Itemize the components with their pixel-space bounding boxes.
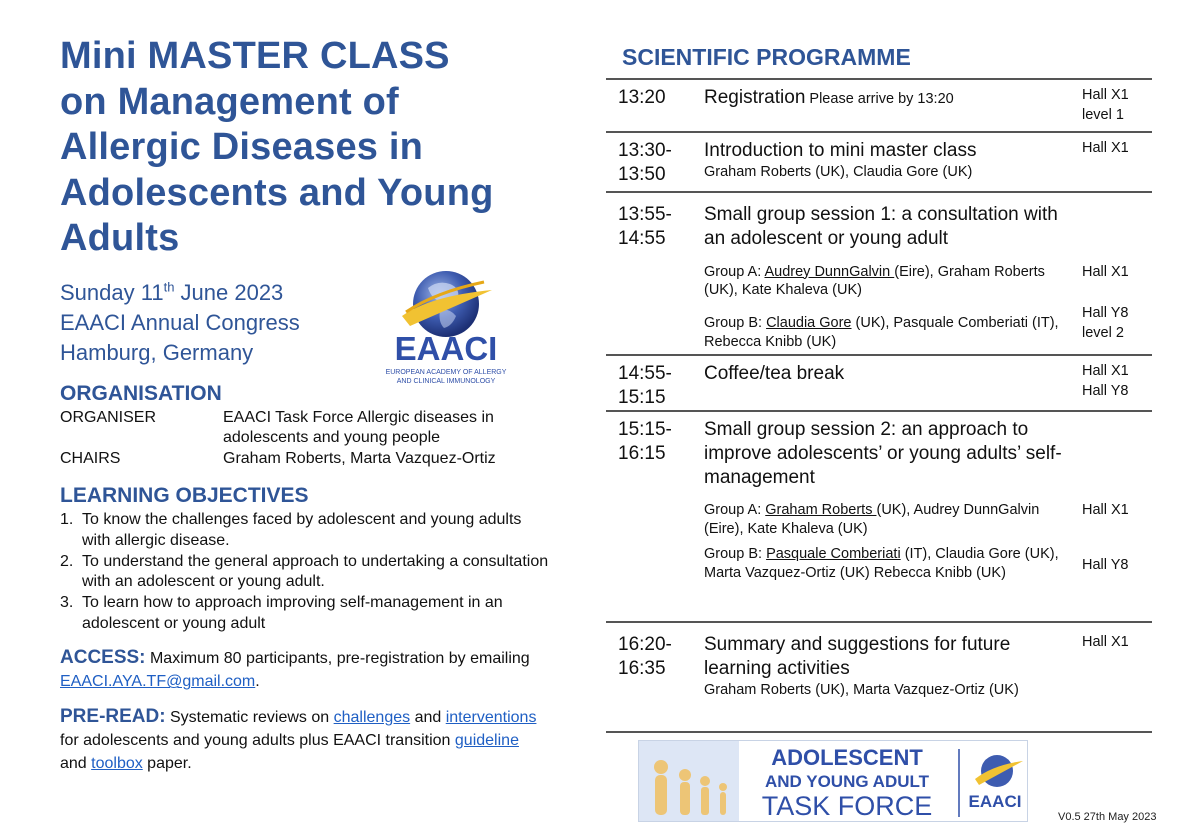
group-lead: Graham Roberts [765,502,877,519]
learning-objectives-list [60,510,560,635]
time-1: 13:20 [618,87,666,108]
main-title [60,34,560,262]
taskforce-brand: EAACI [968,792,1022,811]
desc-3: Small group session 1: a consultation with an adolescent or young adult [704,204,1058,249]
organisation-table [60,408,560,470]
programme-table [606,78,1152,733]
interventions-link[interactable]: interventions [445,708,537,726]
desc-6: Summary and suggestions for future learning activities Graham Roberts (UK), Marta Vazquez-Ortiz (UK) [704,634,1019,698]
programme-block-summary [606,623,1152,733]
organiser-key: ORGANISER [60,408,157,426]
title-line-4: Adolescents and Young [60,171,494,214]
session-1-group-b: Group B: Claudia Gore (UK), Pasquale Comberiati (IT), Rebecca Knibb (UK) Hall Y8 level 2 [704,305,1129,351]
eaaci-logo-sub2: AND CLINICAL IMMUNOLOGY [396,378,496,385]
session-1-group-a: Group A: Audrey DunnGalvin (Eire), Graham Roberts (UK), Kate Khaleva (UK) Hall X1 [704,263,1129,299]
session-2-group-a: Group A: Graham Roberts (UK), Audrey DunnGalvin (Eire), Kate Khaleva (UK) Hall X1 [704,502,1129,538]
taskforce-line1: ADOLESCENT [771,745,923,770]
organiser-value: EAACI Task Force Allergic diseases in adolescents and young people [223,408,494,447]
organiser-row [60,408,560,450]
hall-1: Hall X1 level 1 [1082,87,1129,123]
learning-heading: LEARNING OBJECTIVES [60,484,309,508]
time-4: 14:55- 15:15 [618,363,672,408]
title-line-3: Allergic Diseases in [60,126,424,169]
group-lead: Audrey DunnGalvin [764,263,895,280]
desc-4: Coffee/tea break [704,363,845,384]
event-location: Hamburg, Germany [60,339,254,365]
objective-3: 3. To learn how to approach improving self-management in an adolescent or young adult [60,594,503,633]
chairs-row [60,449,560,470]
hall-6: Hall X1 [1082,634,1129,650]
time-3: 13:55- 14:55 [618,204,672,249]
desc-5: Small group session 2: an approach to improve adolescents’ or young adults’ self-management [704,419,1062,488]
time-6: 16:20- 16:35 [618,634,672,679]
chairs-value: Graham Roberts, Marta Vazquez-Ortiz [223,450,496,468]
version-label: V0.5 27th May 2023 [1058,811,1157,823]
hall-4: Hall X1 Hall Y8 [1082,363,1129,399]
desc-2: Introduction to mini master class Graham Roberts (UK), Claudia Gore (UK) [704,140,977,180]
preread-label: PRE-READ: [60,705,166,727]
group-lead: Claudia Gore [766,315,852,332]
programme-column [606,42,1152,733]
time-2: 13:30- 13:50 [618,140,672,185]
programme-block-introduction [606,133,1152,193]
group-lead: Pasquale Comberiati [766,545,901,562]
taskforce-logo [638,740,1028,822]
access-email-link[interactable]: EAACI.AYA.TF@gmail.com [60,673,256,691]
access-paragraph: ACCESS: Maximum 80 participants, pre-registration by emailing EAACI.AYA.TF@gmail.com. [60,646,530,691]
toolbox-link[interactable]: toolbox [91,754,143,772]
eaaci-logo-sub1: EUROPEAN ACADEMY OF ALLERGY [385,369,507,376]
title-line-5: Adults [60,217,180,260]
programme-block-session-2 [606,412,1152,623]
event-congress: EAACI Annual Congress [60,309,300,335]
event-date: Sunday 11th June 2023 [60,279,284,305]
globe-icon [380,268,515,398]
title-line-2: on Management of [60,80,399,123]
chairs-key: CHAIRS [60,450,121,468]
organisation-heading: ORGANISATION [60,381,222,405]
taskforce-logo-graphic [639,741,1028,822]
left-column [60,34,560,775]
taskforce-line2: AND YOUNG ADULT [764,772,930,791]
hall-2: Hall X1 [1082,140,1129,156]
desc-1: Registration Please arrive by 13:20 [704,87,954,108]
preread-paragraph: PRE-READ: Systematic reviews on challenges and interventions for adolescents and young adults plus EAACI transition guideline and toolbox paper. [60,705,537,772]
objective-2: 2. To understand the general approach to undertaking a consultation with an adolescent or young adult. [60,552,549,591]
programme-block-break [606,356,1152,412]
challenges-link[interactable]: challenges [333,708,411,726]
time-5: 15:15- 16:15 [618,419,672,464]
programme-block-registration [606,80,1152,133]
programme-title: SCIENTIFIC PROGRAMME [622,44,911,70]
eaaci-logo [380,268,515,398]
guideline-link[interactable]: guideline [454,732,519,750]
programme-block-session-1 [606,193,1152,356]
title-line-1: Mini MASTER CLASS [60,35,450,77]
eaaci-logo-name: EAACI [394,330,498,367]
access-label: ACCESS: [60,646,146,668]
session-2-group-b: Group B: Pasquale Comberiati (IT), Claudia Gore (UK), Marta Vazquez-Ortiz (UK) Rebecca Knibb (UK) Hall Y8 [704,545,1129,581]
taskforce-line3: TASK FORCE [761,791,933,821]
objective-1: 1. To know the challenges faced by adolescent and young adults with allergic disease. [60,511,522,549]
